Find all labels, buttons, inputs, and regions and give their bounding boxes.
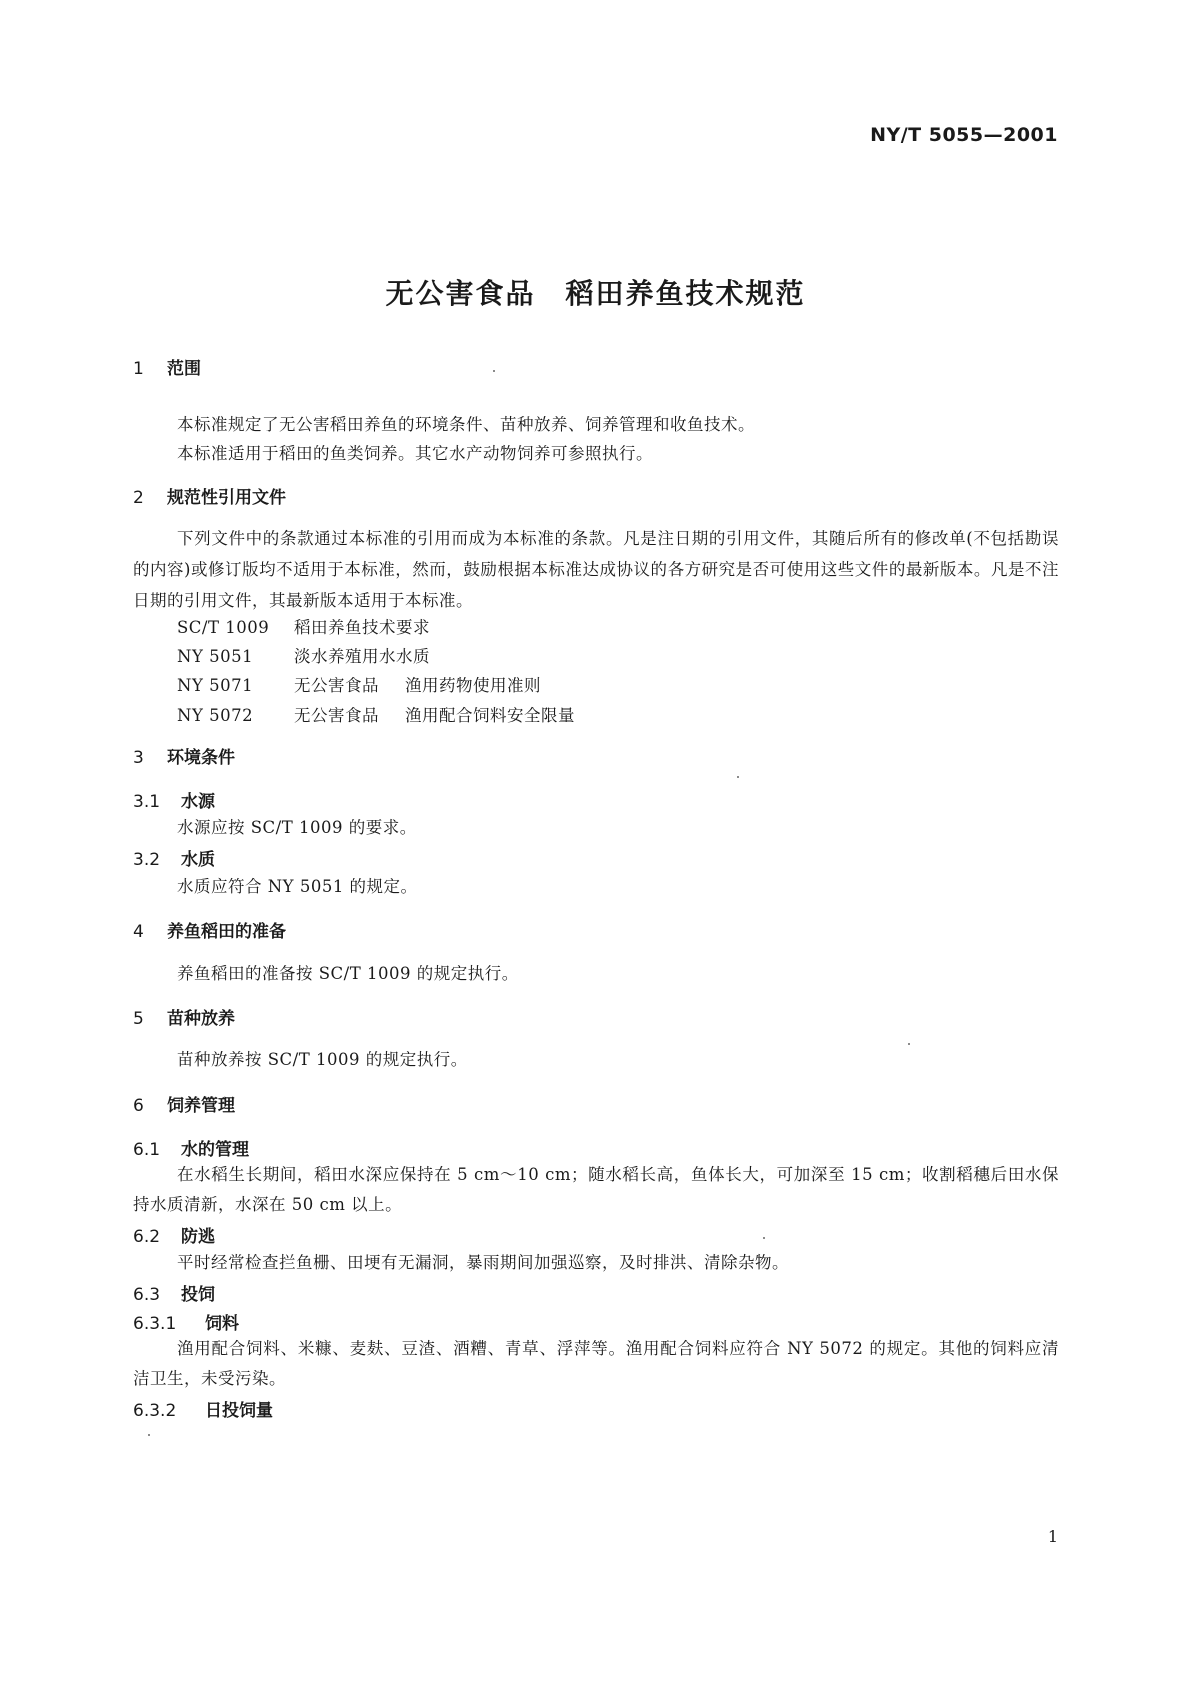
- scan-speck: [148, 1434, 150, 1436]
- section-6-3-1-heading: [133, 1309, 239, 1334]
- section-6-2-heading: [133, 1222, 215, 1247]
- section-title: 水源: [181, 792, 215, 812]
- section-number: 6: [133, 1096, 144, 1116]
- section-6-3-heading: [133, 1280, 215, 1305]
- reference-title: 无公害食品: [294, 676, 379, 695]
- reference-item: [177, 672, 541, 696]
- section-number: 6.3: [133, 1285, 161, 1305]
- section-number: 1: [133, 359, 144, 379]
- reference-subtitle: 渔用配合饲料安全限量: [405, 706, 575, 725]
- section-3-2-heading: [133, 845, 215, 870]
- section-title: 水质: [181, 850, 215, 870]
- scan-speck: [763, 1237, 765, 1239]
- section-title: 防逃: [181, 1227, 215, 1247]
- section-3-1-heading: [133, 787, 215, 812]
- reference-title: 稻田养鱼技术要求: [294, 618, 430, 637]
- reference-item: [177, 702, 575, 726]
- section-1-paragraph-1: 本标准规定了无公害稻田养鱼的环境条件、苗种放养、饲养管理和收鱼技术。: [177, 415, 755, 434]
- section-number: 4: [133, 922, 144, 942]
- section-title: 苗种放养: [167, 1009, 235, 1029]
- reference-code: NY 5072: [177, 706, 254, 725]
- reference-subtitle: 渔用药物使用准则: [405, 676, 541, 695]
- reference-title: 无公害食品: [294, 706, 379, 725]
- section-title: 饲料: [205, 1314, 239, 1334]
- section-title: 养鱼稻田的准备: [167, 922, 286, 942]
- section-1-heading: [133, 354, 201, 379]
- scan-speck: [737, 776, 739, 778]
- section-6-1-text: 在水稻生长期间，稻田水深应保持在 5 cm～10 cm；随水稻长高，鱼体长大，可加深至 15 cm；收割稻穗后田水保持水质清新，水深在 50 cm 以上。: [133, 1165, 1059, 1214]
- section-4-text: 养鱼稻田的准备按 SC/T 1009 的规定执行。: [177, 964, 519, 983]
- reference-code: NY 5071: [177, 676, 254, 695]
- section-2-paragraph: 下列文件中的条款通过本标准的引用而成为本标准的条款。凡是注日期的引用文件，其随后所有的修改单(不包括勘误的内容)或修订版均不适用于本标准，然而，鼓励根据本标准达成协议的各方研究是否可使用这些文件的最新版本。凡是不注日期的引用文件，其最新版本适用于本标准。: [133, 529, 1059, 610]
- section-2-heading: [133, 483, 286, 508]
- section-6-3-2-heading: [133, 1396, 273, 1421]
- section-number: 6.2: [133, 1227, 161, 1247]
- reference-code: NY 5051: [177, 647, 254, 666]
- reference-item: [177, 643, 456, 667]
- section-1-paragraph-2: 本标准适用于稻田的鱼类饲养。其它水产动物饲养可参照执行。: [177, 444, 653, 463]
- section-5-heading: [133, 1004, 235, 1029]
- section-number: 3.2: [133, 850, 161, 870]
- section-6-heading: [133, 1091, 235, 1116]
- section-3-heading: [133, 743, 235, 768]
- section-number: 6.3.2: [133, 1401, 177, 1421]
- section-number: 6.3.1: [133, 1314, 177, 1334]
- section-4-heading: [133, 917, 286, 942]
- section-number: 3: [133, 748, 144, 768]
- section-title: 规范性引用文件: [167, 488, 286, 508]
- scan-speck: [493, 370, 495, 372]
- document-title: 无公害食品 稻田养鱼技术规范: [385, 277, 806, 310]
- section-5-text: 苗种放养按 SC/T 1009 的规定执行。: [177, 1050, 468, 1069]
- section-title: 水的管理: [181, 1140, 249, 1160]
- section-number: 2: [133, 488, 144, 508]
- section-number: 6.1: [133, 1140, 161, 1160]
- section-title: 日投饲量: [205, 1401, 273, 1421]
- section-title: 环境条件: [167, 748, 235, 768]
- section-title: 投饲: [181, 1285, 215, 1305]
- section-3-2-text: 水质应符合 NY 5051 的规定。: [177, 877, 418, 896]
- scan-speck: [908, 1043, 910, 1045]
- document-code: NY/T 5055—2001: [870, 124, 1058, 146]
- section-6-3-1-text: 渔用配合饲料、米糠、麦麸、豆渣、酒糟、青草、浮萍等。渔用配合饲料应符合 NY 5072 的规定。其他的饲料应清洁卫生，未受污染。: [133, 1339, 1059, 1388]
- section-3-1-text: 水源应按 SC/T 1009 的要求。: [177, 818, 417, 837]
- section-6-1-heading: [133, 1135, 249, 1160]
- reference-title: 淡水养殖用水水质: [294, 647, 430, 666]
- section-6-2-text: 平时经常检查拦鱼栅、田埂有无漏洞，暴雨期间加强巡察，及时排洪、清除杂物。: [177, 1253, 789, 1272]
- reference-code: SC/T 1009: [177, 618, 270, 637]
- section-number: 3.1: [133, 792, 161, 812]
- section-title: 范围: [167, 359, 201, 379]
- reference-item: [177, 614, 456, 638]
- section-number: 5: [133, 1009, 144, 1029]
- section-title: 饲养管理: [167, 1096, 235, 1116]
- page-number: 1: [1047, 1527, 1058, 1546]
